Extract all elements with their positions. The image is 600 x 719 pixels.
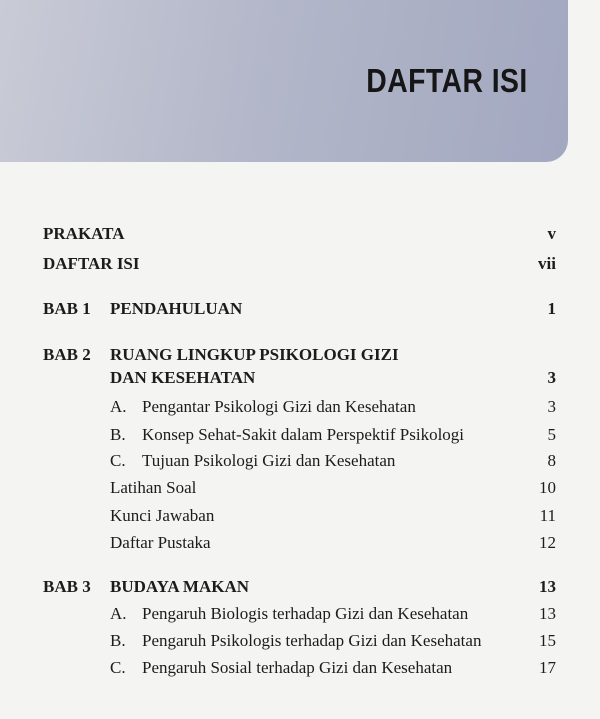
chapter-number: BAB 2 (43, 345, 91, 364)
section-letter: A. (110, 397, 127, 416)
extra-title: Daftar Pustaka (110, 533, 211, 552)
toc-extra-daftar-pustaka[interactable] (110, 533, 556, 553)
entry-page: 8 (547, 451, 556, 470)
entry-label: PRAKATA (43, 224, 125, 243)
toc-chapter-bab-2-line2[interactable] (110, 368, 556, 388)
section-title: Konsep Sehat-Sakit dalam Perspektif Psikologi (142, 425, 465, 444)
toc-entry-daftar-isi[interactable] (43, 254, 556, 274)
section-letter: B. (110, 631, 126, 650)
entry-page: 10 (539, 478, 556, 497)
page-title: DAFTAR ISI (366, 62, 528, 99)
entry-page: v (547, 224, 556, 243)
chapter-title: BUDAYA MAKAN (110, 577, 250, 596)
toc-extra-latihan-soal[interactable] (110, 478, 556, 498)
chapter-title: RUANG LINGKUP PSIKOLOGI GIZI (110, 345, 399, 364)
chapter-number: BAB 1 (43, 299, 91, 318)
toc-section[interactable] (110, 397, 556, 417)
entry-page: 17 (539, 658, 556, 677)
entry-page: 13 (539, 577, 556, 596)
chapter-title: PENDAHULUAN (110, 299, 243, 318)
entry-label: DAFTAR ISI (43, 254, 140, 273)
toc-section[interactable] (110, 425, 556, 445)
entry-page: 15 (539, 631, 556, 650)
entry-page: 3 (547, 397, 556, 416)
toc-extra-kunci-jawaban[interactable] (110, 506, 556, 526)
chapter-title-line2: DAN KESEHATAN (110, 368, 256, 387)
section-title: Pengantar Psikologi Gizi dan Kesehatan (142, 397, 416, 416)
section-letter: B. (110, 425, 126, 444)
extra-title: Kunci Jawaban (110, 506, 215, 525)
section-letter: A. (110, 604, 127, 623)
toc-section[interactable] (110, 631, 556, 651)
section-letter: C. (110, 451, 126, 470)
toc-chapter-bab-1[interactable] (43, 299, 556, 319)
entry-page: vii (538, 254, 556, 273)
extra-title: Latihan Soal (110, 478, 197, 497)
entry-page: 13 (539, 604, 556, 623)
entry-page: 11 (539, 506, 556, 525)
chapter-number: BAB 3 (43, 577, 91, 596)
section-title: Pengaruh Psikologis terhadap Gizi dan Kesehatan (142, 631, 482, 650)
section-letter: C. (110, 658, 126, 677)
entry-page: 5 (547, 425, 556, 444)
entry-page: 12 (539, 533, 556, 552)
toc-chapter-bab-3[interactable] (43, 577, 556, 597)
entry-page: 3 (547, 368, 556, 387)
entry-page: 1 (547, 299, 556, 318)
toc-section[interactable] (110, 451, 556, 471)
section-title: Pengaruh Sosial terhadap Gizi dan Kesehatan (142, 658, 453, 677)
toc-entry-prakata[interactable] (43, 224, 556, 244)
toc-section[interactable] (110, 604, 556, 624)
section-title: Pengaruh Biologis terhadap Gizi dan Kesehatan (142, 604, 469, 623)
section-title: Tujuan Psikologi Gizi dan Kesehatan (142, 451, 396, 470)
toc-section[interactable] (110, 658, 556, 678)
toc-chapter-bab-2[interactable] (43, 345, 556, 365)
